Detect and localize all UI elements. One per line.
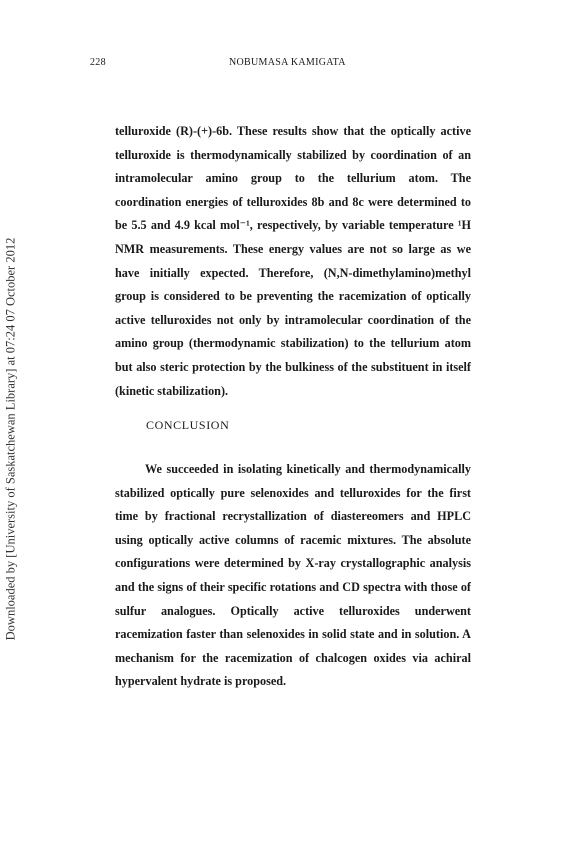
- body-paragraph-1: telluroxide (R)-(+)-6b. These results show that the optically active telluroxide is thermodynamically stabilized by coordination of an intramolecular amino group to the tellurium atom. The coordination energies of telluroxides 8b and 8c were determined to be 5.5 and 4.9 kcal mol⁻¹, respectively, by variable temperature ¹H NMR measurements. These energy values are not so large as we have initially expected. Therefore, (N,N-dimethylamino)methyl group is considered to be preventing the racemization of optically active telluroxides not only by intramolecular coordination of the amino group (thermodynamic stabilization) to the tellurium atom but also steric protection by the bulkiness of the substituent in itself (kinetic stabilization).: [115, 124, 471, 398]
- page-header: [0, 57, 576, 73]
- page-number: 228: [90, 57, 106, 68]
- body-paragraph-conclusion: We succeeded in isolating kinetically and thermodynamically stabilized optically pure selenoxides and telluroxides for the first time by fractional recrystallization of diastereomers and HPLC using optically active columns of racemic mixtures. The absolute configurations were determined by X-ray crystallographic analysis and the signs of their specific rotations and CD spectra with those of sulfur analogues. Optically active telluroxides underwent racemization faster than selenoxides in solid state and in solution. A mechanism for the racemization of chalcogen oxides via achiral hypervalent hydrate is proposed.: [115, 462, 471, 689]
- download-watermark: [3, 209, 19, 669]
- download-watermark-text: Downloaded by [University of Saskatchewan Library] at 07:24 07 October 2012: [3, 237, 18, 641]
- section-heading-conclusion: CONCLUSION: [146, 418, 230, 432]
- running-head: NOBUMASA KAMIGATA: [229, 57, 346, 68]
